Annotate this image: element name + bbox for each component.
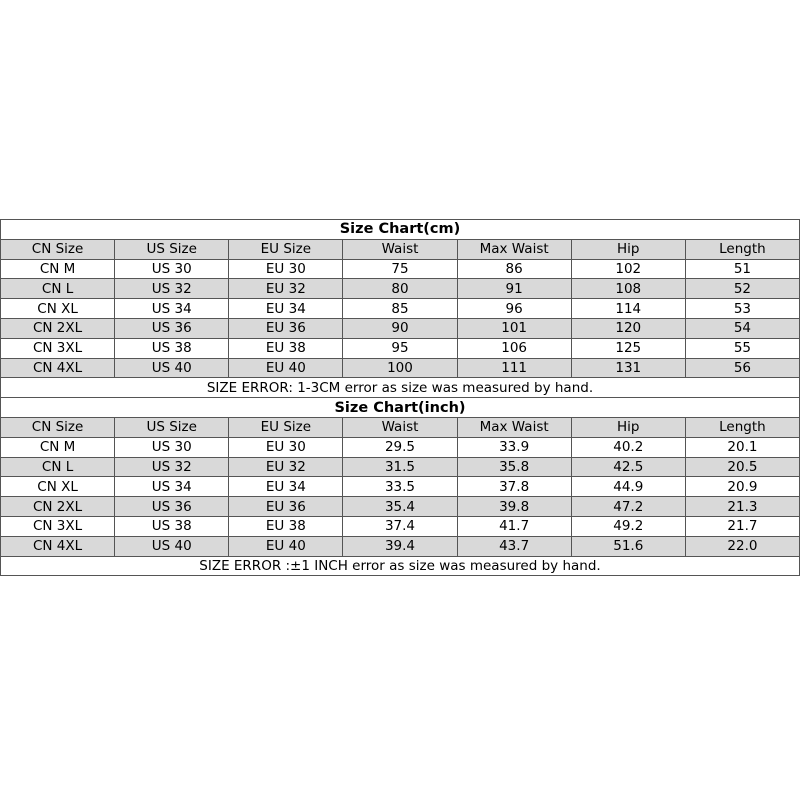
table-cell: 51 [685, 259, 799, 279]
table-cell: 41.7 [457, 516, 571, 536]
table-row [1, 516, 800, 536]
column-header: Max Waist [457, 417, 571, 437]
table-cell: EU 40 [229, 536, 343, 556]
table-cell: CN L [1, 457, 115, 477]
column-header: Hip [571, 239, 685, 259]
column-header: Max Waist [457, 239, 571, 259]
table-cell: US 34 [115, 477, 229, 497]
table-cell: 20.9 [685, 477, 799, 497]
table-cell: 33.5 [343, 477, 457, 497]
table-cell: CN 4XL [1, 358, 115, 378]
size-chart-table [0, 219, 800, 576]
table-cell: 100 [343, 358, 457, 378]
cm_chart-note-row [1, 378, 800, 398]
table-cell: 101 [457, 318, 571, 338]
table-cell: 22.0 [685, 536, 799, 556]
table-cell: 131 [571, 358, 685, 378]
inch_chart-title-row [1, 398, 800, 418]
table-cell: 54 [685, 318, 799, 338]
table-cell: CN 2XL [1, 497, 115, 517]
table-cell: 20.1 [685, 437, 799, 457]
table-cell: EU 30 [229, 259, 343, 279]
table-row [1, 318, 800, 338]
table-cell: 75 [343, 259, 457, 279]
table-row [1, 338, 800, 358]
table-cell: EU 36 [229, 318, 343, 338]
table-cell: CN M [1, 259, 115, 279]
table-cell: 90 [343, 318, 457, 338]
table-cell: 39.8 [457, 497, 571, 517]
column-header: CN Size [1, 417, 115, 437]
table-cell: 20.5 [685, 457, 799, 477]
table-cell: 95 [343, 338, 457, 358]
table-cell: 114 [571, 299, 685, 319]
table-cell: EU 32 [229, 457, 343, 477]
column-header: Length [685, 239, 799, 259]
cm_chart-header-row [1, 239, 800, 259]
table-cell: 85 [343, 299, 457, 319]
table-row [1, 497, 800, 517]
column-header: EU Size [229, 417, 343, 437]
table-cell: 55 [685, 338, 799, 358]
column-header: CN Size [1, 239, 115, 259]
table-cell: 106 [457, 338, 571, 358]
table-cell: CN 4XL [1, 536, 115, 556]
table-cell: 80 [343, 279, 457, 299]
table-cell: 33.9 [457, 437, 571, 457]
column-header: US Size [115, 417, 229, 437]
table-cell: 125 [571, 338, 685, 358]
table-cell: US 38 [115, 516, 229, 536]
table-cell: 51.6 [571, 536, 685, 556]
size-error-note: SIZE ERROR: 1-3CM error as size was measured by hand. [1, 378, 800, 398]
table-cell: CN XL [1, 299, 115, 319]
table-cell: CN L [1, 279, 115, 299]
table-cell: 91 [457, 279, 571, 299]
table-row [1, 279, 800, 299]
table-cell: US 30 [115, 437, 229, 457]
size-chart-container [0, 219, 800, 576]
size-error-note: SIZE ERROR :±1 INCH error as size was measured by hand. [1, 556, 800, 576]
table-cell: 31.5 [343, 457, 457, 477]
table-cell: 47.2 [571, 497, 685, 517]
column-header: US Size [115, 239, 229, 259]
table-cell: 35.8 [457, 457, 571, 477]
table-row [1, 477, 800, 497]
table-row [1, 457, 800, 477]
table-cell: US 36 [115, 318, 229, 338]
table-cell: 102 [571, 259, 685, 279]
table-cell: CN 3XL [1, 516, 115, 536]
table-cell: 120 [571, 318, 685, 338]
table-cell: EU 34 [229, 299, 343, 319]
table-row [1, 358, 800, 378]
table-cell: 37.4 [343, 516, 457, 536]
column-header: Waist [343, 417, 457, 437]
table-cell: US 40 [115, 536, 229, 556]
table-cell: US 30 [115, 259, 229, 279]
column-header: Length [685, 417, 799, 437]
chart-title: Size Chart(cm) [1, 220, 800, 240]
table-cell: 108 [571, 279, 685, 299]
table-cell: 29.5 [343, 437, 457, 457]
table-row [1, 536, 800, 556]
column-header: Waist [343, 239, 457, 259]
cm_chart-title-row [1, 220, 800, 240]
table-cell: 56 [685, 358, 799, 378]
table-cell: CN XL [1, 477, 115, 497]
table-cell: EU 32 [229, 279, 343, 299]
table-cell: 40.2 [571, 437, 685, 457]
table-cell: US 38 [115, 338, 229, 358]
column-header: Hip [571, 417, 685, 437]
table-cell: 86 [457, 259, 571, 279]
table-cell: CN M [1, 437, 115, 457]
table-cell: US 34 [115, 299, 229, 319]
chart-title: Size Chart(inch) [1, 398, 800, 418]
inch_chart-header-row [1, 417, 800, 437]
table-cell: 52 [685, 279, 799, 299]
size-chart-body [1, 220, 800, 576]
table-cell: US 40 [115, 358, 229, 378]
table-row [1, 437, 800, 457]
table-cell: US 32 [115, 279, 229, 299]
table-cell: US 36 [115, 497, 229, 517]
table-cell: CN 3XL [1, 338, 115, 358]
table-cell: US 32 [115, 457, 229, 477]
table-row [1, 259, 800, 279]
table-cell: 35.4 [343, 497, 457, 517]
table-row [1, 299, 800, 319]
column-header: EU Size [229, 239, 343, 259]
table-cell: 111 [457, 358, 571, 378]
table-cell: 49.2 [571, 516, 685, 536]
table-cell: 44.9 [571, 477, 685, 497]
table-cell: 43.7 [457, 536, 571, 556]
table-cell: CN 2XL [1, 318, 115, 338]
inch_chart-note-row [1, 556, 800, 576]
table-cell: 42.5 [571, 457, 685, 477]
table-cell: EU 38 [229, 516, 343, 536]
table-cell: EU 34 [229, 477, 343, 497]
table-cell: 37.8 [457, 477, 571, 497]
table-cell: 53 [685, 299, 799, 319]
table-cell: 96 [457, 299, 571, 319]
table-cell: 21.7 [685, 516, 799, 536]
table-cell: EU 38 [229, 338, 343, 358]
table-cell: EU 30 [229, 437, 343, 457]
table-cell: 39.4 [343, 536, 457, 556]
table-cell: 21.3 [685, 497, 799, 517]
table-cell: EU 40 [229, 358, 343, 378]
table-cell: EU 36 [229, 497, 343, 517]
